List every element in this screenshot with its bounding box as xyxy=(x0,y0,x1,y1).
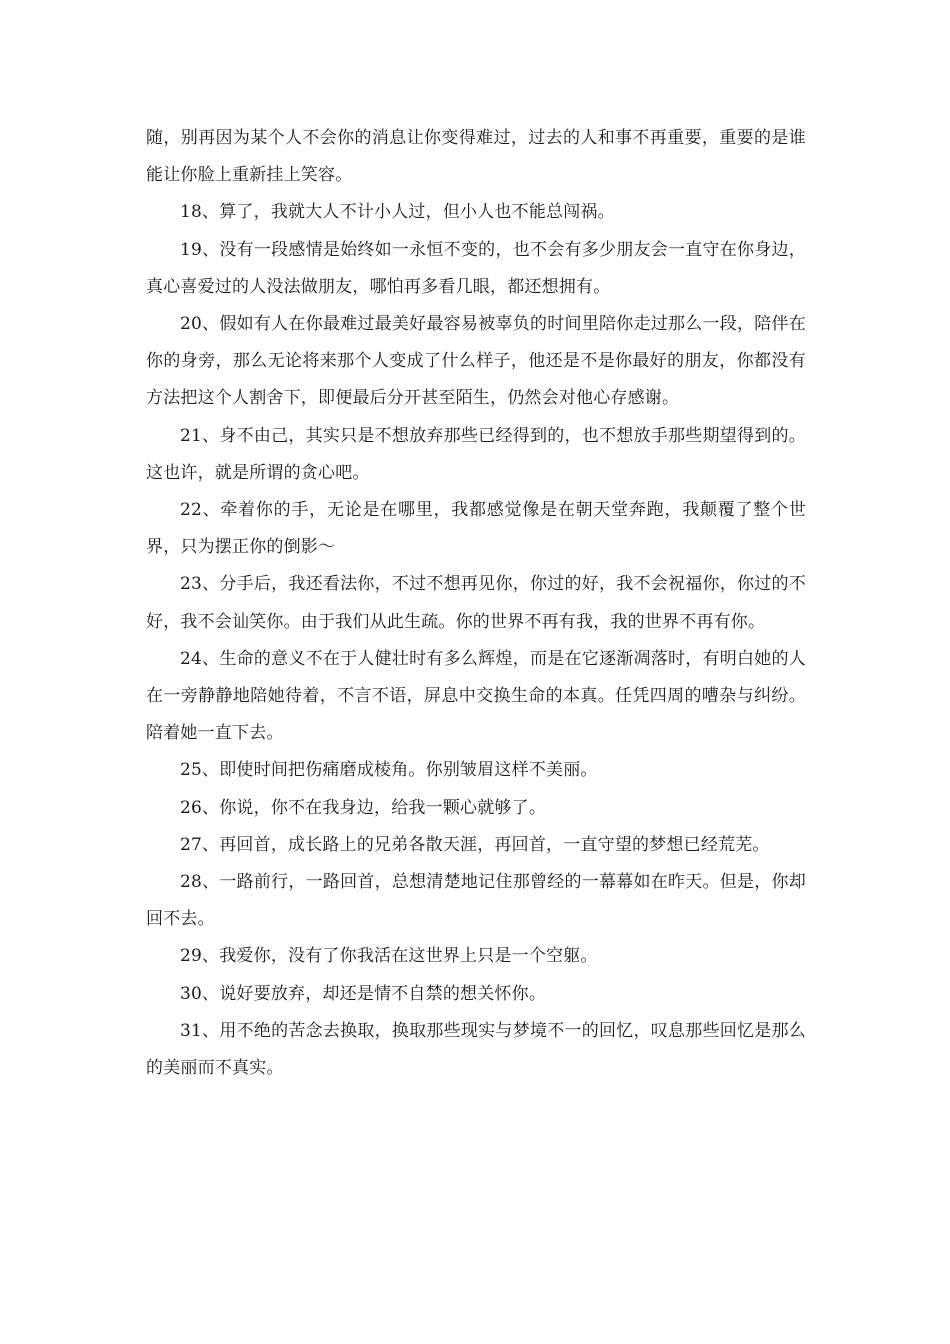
paragraph-26: 26、你说，你不在我身边，给我一颗心就够了。 xyxy=(180,797,547,818)
paragraph-20: 20、假如有人在你最难过最美好最容易被辜负的时间里陪你走过那么一段，陪伴在你的身旁，那么无论将来那个人变成了什么样子，他还是不是你最好的朋友，你都没有方法把这个人割舍下，即便最后分开甚至陌生，仍然会对他心存感谢。 xyxy=(146,314,806,409)
paragraph-27: 27、再回首，成长路上的兄弟各散天涯，再回首，一直守望的梦想已经荒芜。 xyxy=(180,834,770,855)
document-body xyxy=(146,120,806,1087)
paragraph-22: 22、牵着你的手，无论是在哪里，我都感觉像是在朝天堂奔跑，我颠覆了整个世界，只为摆正你的倒影～ xyxy=(146,500,806,558)
paragraph-30: 30、说好要放弃，却还是情不自禁的想关怀你。 xyxy=(180,983,547,1004)
paragraph-29: 29、我爱你，没有了你我活在这世界上只是一个空躯。 xyxy=(180,946,598,967)
paragraph-21: 21、身不由己，其实只是不想放弃那些已经得到的，也不想放手那些期望得到的。这也许，就是所谓的贪心吧。 xyxy=(146,425,806,483)
paragraph-24: 24、生命的意义不在于人健壮时有多么辉煌，而是在它逐渐凋落时，有明白她的人在一旁静静地陪她待着，不言不语，屏息中交换生命的本真。任凭四周的嘈杂与纠纷。陪着她一直下去。 xyxy=(146,648,806,744)
paragraph-19: 19、没有一段感情是始终如一永恒不变的，也不会有多少朋友会一直守在你身边，真心喜爱过的人没法做朋友，哪怕再多看几眼，都还想拥有。 xyxy=(146,239,806,297)
paragraph-23: 23、分手后，我还看法你，不过不想再见你，你过的好，我不会祝福你，你过的不好，我不会讪笑你。由于我们从此生疏。你的世界不再有我，我的世界不再有你。 xyxy=(146,574,806,632)
paragraph-18: 18、算了，我就大人不计小人过，但小人也不能总闯祸。 xyxy=(180,202,615,223)
paragraph-28: 28、一路前行，一路回首，总想清楚地记住那曾经的一幕幕如在昨天。但是，你却回不去。 xyxy=(146,872,806,930)
paragraph-continuation: 随，别再因为某个人不会你的消息让你变得难过，过去的人和事不再重要，重要的是谁能让你脸上重新挂上笑容。 xyxy=(146,128,806,186)
paragraph-31: 31、用不绝的苦念去换取，换取那些现实与梦境不一的回忆，叹息那些回忆是那么的美丽而不真实。 xyxy=(146,1020,806,1079)
paragraph-25: 25、即使时间把伤痛磨成棱角。你别皱眉这样不美丽。 xyxy=(180,760,598,781)
